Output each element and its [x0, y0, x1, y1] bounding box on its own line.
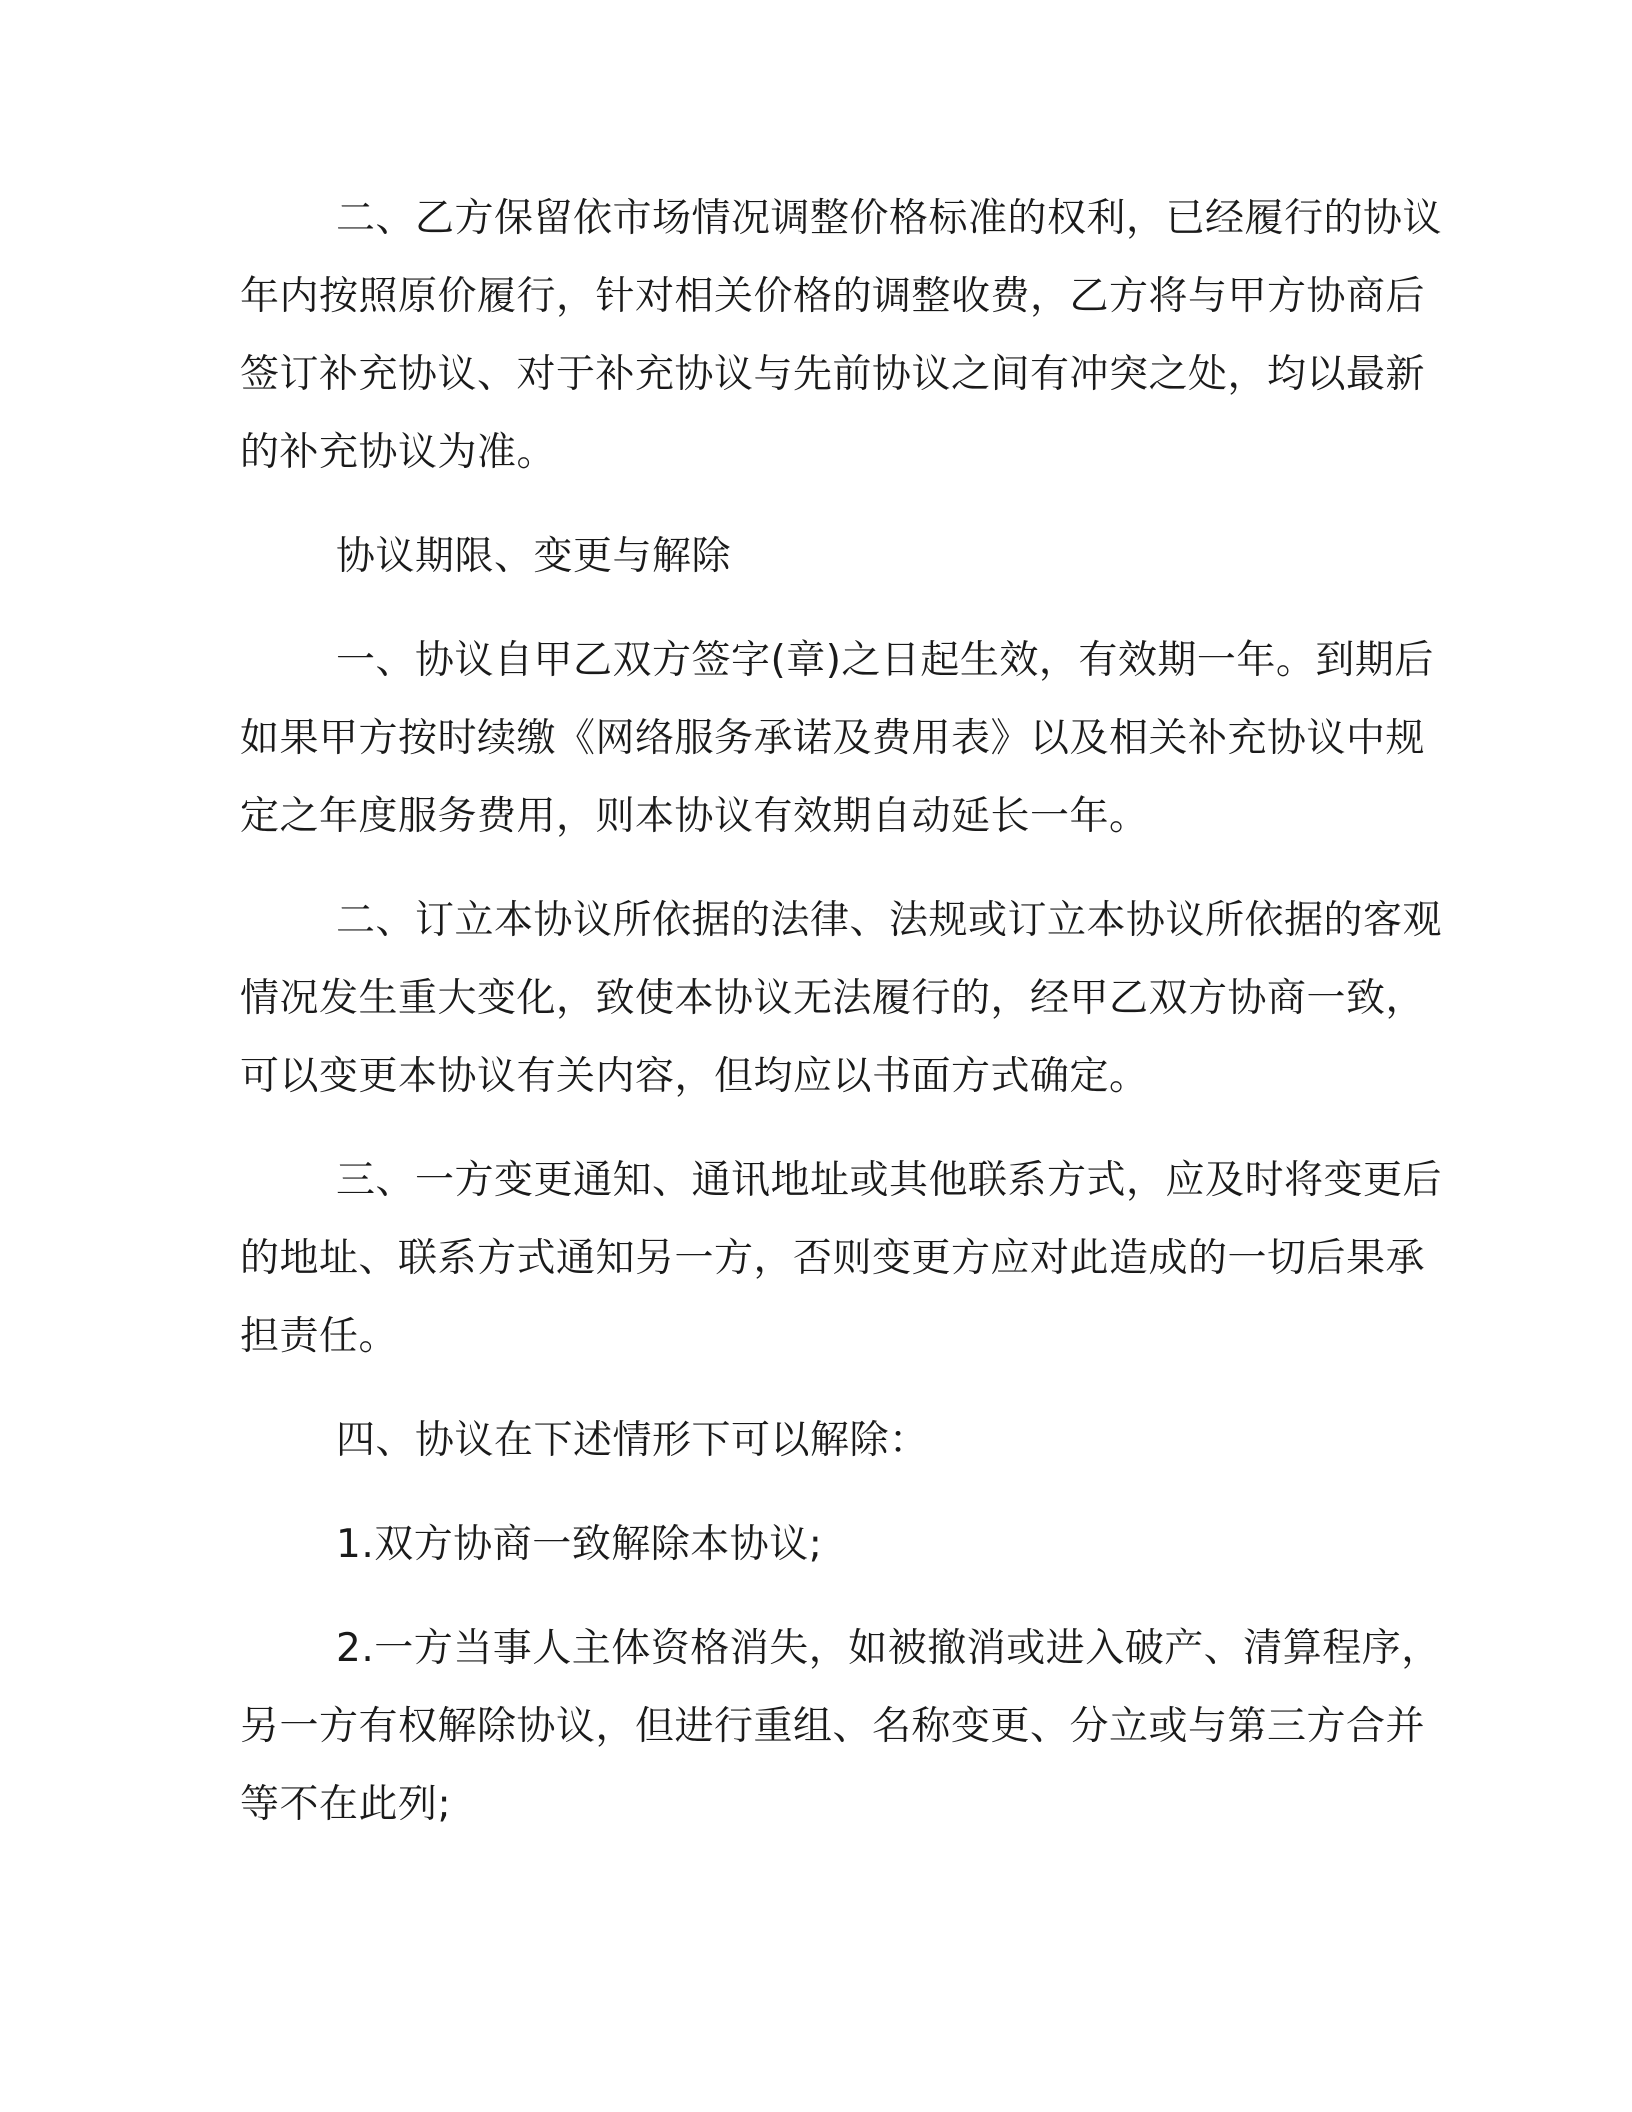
paragraph-contact-change-notice: [240, 1142, 1443, 1376]
text-line: 的地址、联系方式通知另一方，否则变更方应对此造成的一切后果承: [240, 1236, 1426, 1281]
text-line: 二、订立本协议所依据的法律、法规或订立本协议所依据的客观: [336, 898, 1443, 943]
text-line: 年内按照原价履行，针对相关价格的调整收费，乙方将与甲方协商后: [240, 274, 1426, 319]
text-line: 2.一方当事人主体资格消失，如被撤消或进入破产、清算程序，: [336, 1626, 1441, 1671]
text-line: 签订补充协议、对于补充协议与先前协议之间有冲突之处，均以最新: [240, 352, 1426, 397]
text-line: 的补充协议为准。: [240, 430, 557, 475]
document-body: [240, 180, 1443, 1870]
paragraph-effective-term: [240, 622, 1434, 856]
paragraph-termination-conditions: [240, 1402, 1390, 1480]
text-line: 1.双方协商一致解除本协议;: [336, 1522, 823, 1567]
text-line: 如果甲方按时续缴《网络服务承诺及费用表》以及相关补充协议中规: [240, 716, 1426, 761]
paragraph-change-conditions: [240, 882, 1443, 1116]
text-line: 二、乙方保留依市场情况调整价格标准的权利，已经履行的协议: [336, 196, 1443, 241]
text-line: 三、一方变更通知、通讯地址或其他联系方式，应及时将变更后: [336, 1158, 1443, 1203]
text-line: 另一方有权解除协议，但进行重组、名称变更、分立或与第三方合并: [240, 1704, 1426, 1749]
list-item-party-dissolution: [240, 1610, 1441, 1844]
text-line: 定之年度服务费用，则本协议有效期自动延长一年。: [240, 794, 1149, 839]
list-item-mutual-termination: [240, 1506, 1390, 1584]
section-heading: 协议期限、变更与解除: [336, 534, 732, 579]
text-line: 等不在此列;: [240, 1782, 452, 1827]
text-line: 四、协议在下述情形下可以解除：: [336, 1418, 929, 1463]
text-line: 担责任。: [240, 1314, 399, 1359]
text-line: 情况发生重大变化，致使本协议无法履行的，经甲乙双方协商一致，: [240, 976, 1426, 1021]
section-heading-term-change-termination: [240, 518, 1390, 596]
text-line: 可以变更本协议有关内容，但均应以书面方式确定。: [240, 1054, 1149, 1099]
paragraph-price-adjustment: [240, 180, 1443, 492]
text-line: 一、协议自甲乙双方签字(章)之日起生效，有效期一年。到期后: [336, 638, 1434, 683]
